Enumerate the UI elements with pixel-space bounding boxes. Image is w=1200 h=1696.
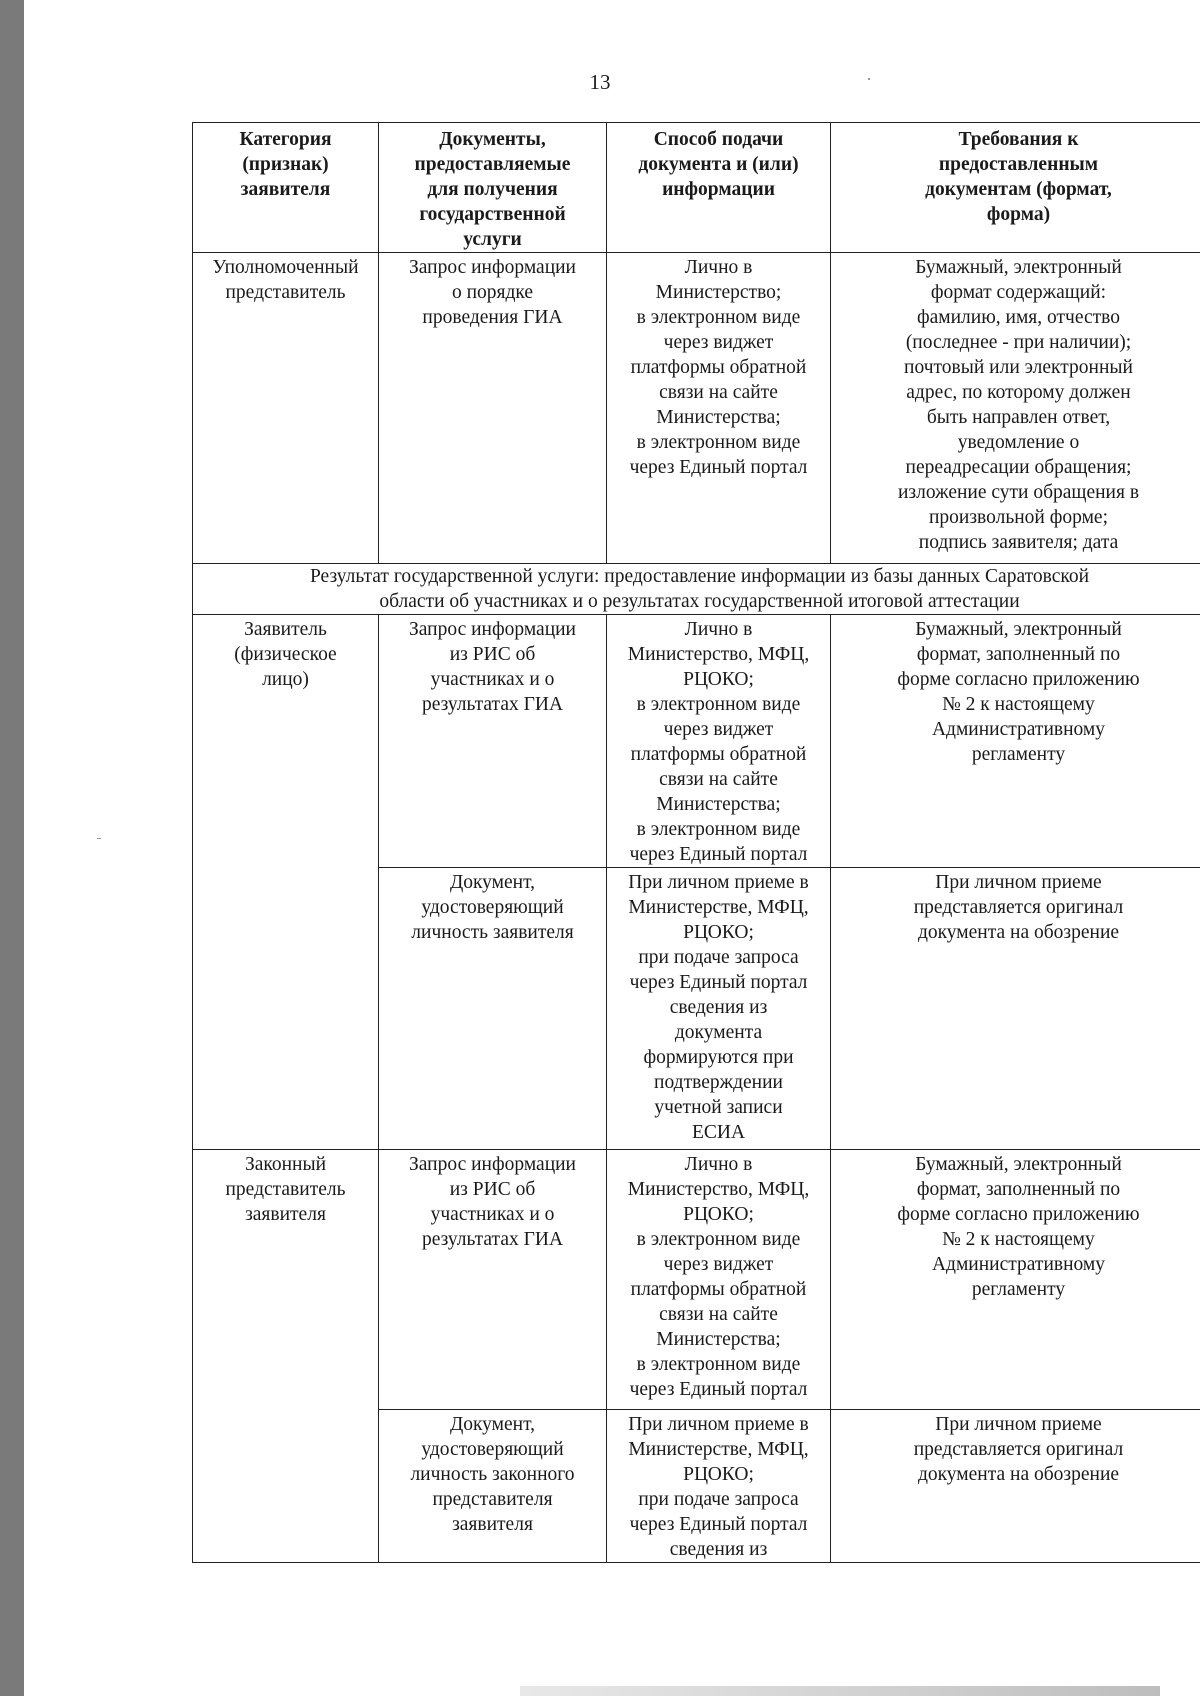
- cell-requirements: Бумажный, электронный формат, заполненный по форме согласно приложению № 2 к настоящему Административному регламенту: [831, 1150, 1200, 1410]
- table-row: [193, 1410, 1200, 1563]
- cell-requirements: При личном приеме представляется оригинал документа на обозрение: [831, 1410, 1200, 1563]
- cell-category: Заявитель (физическое лицо): [193, 615, 379, 868]
- table-row: [193, 253, 1200, 564]
- result-row: [193, 564, 1200, 615]
- requirements-table: [192, 122, 1200, 1563]
- header-category: Категория (признак) заявителя: [193, 123, 379, 253]
- scan-left-edge: [0, 0, 24, 1696]
- page-number: 13: [589, 70, 611, 94]
- scan-speck: [97, 838, 101, 839]
- cell-requirements: Бумажный, электронный формат содержащий: фамилию, имя, отчество (последнее - при наличии); почтовый или электронный адрес, по которому должен быть направлен ответ, уведомление о переадресации обращения; изложение сути обращения в произвольной форме; подпись заявителя; дата: [831, 253, 1200, 564]
- cell-method: Лично в Министерство; в электронном виде через виджет платформы обратной связи на сайте Министерства; в электронном виде через Единый портал: [607, 253, 831, 564]
- cell-document: Запрос информации из РИС об участниках и о результатах ГИА: [379, 1150, 607, 1410]
- cell-category: Законный представитель заявителя: [193, 1150, 379, 1410]
- table-row: [193, 615, 1200, 868]
- cell-method: При личном приеме в Министерстве, МФЦ, РЦОКО; при подаче запроса через Единый портал сведения из документа формируются при подтверждении учетной записи ЕСИА: [607, 868, 831, 1150]
- cell-method: Лично в Министерство, МФЦ, РЦОКО; в электронном виде через виджет платформы обратной связи на сайте Министерства; в электронном виде через Единый портал: [607, 1150, 831, 1410]
- cell-method: Лично в Министерство, МФЦ, РЦОКО; в электронном виде через виджет платформы обратной связи на сайте Министерства; в электронном виде через Единый портал: [607, 615, 831, 868]
- cell-category-empty: [193, 868, 379, 1150]
- cell-category: Уполномоченный представитель: [193, 253, 379, 564]
- result-text: Результат государственной услуги: предоставление информации из базы данных Саратовской области об участниках и о результатах государственной итоговой аттестации: [193, 564, 1200, 615]
- cell-category-empty: [193, 1410, 379, 1563]
- cell-requirements: При личном приеме представляется оригинал документа на обозрение: [831, 868, 1200, 1150]
- cell-document: Документ, удостоверяющий личность законного представителя заявителя: [379, 1410, 607, 1563]
- cell-document: Запрос информации о порядке проведения ГИА: [379, 253, 607, 564]
- header-documents: Документы, предоставляемые для получения государственной услуги: [379, 123, 607, 253]
- cell-document: Документ, удостоверяющий личность заявителя: [379, 868, 607, 1150]
- table-header-row: [193, 123, 1200, 253]
- cell-requirements: Бумажный, электронный формат, заполненный по форме согласно приложению № 2 к настоящему Административному регламенту: [831, 615, 1200, 868]
- header-submission-method: Способ подачи документа и (или) информации: [607, 123, 831, 253]
- scan-bottom-edge: [520, 1686, 1160, 1696]
- table-row: [193, 1150, 1200, 1410]
- table-row: [193, 868, 1200, 1150]
- cell-method: При личном приеме в Министерстве, МФЦ, РЦОКО; при подаче запроса через Единый портал сведения из: [607, 1410, 831, 1563]
- cell-document: Запрос информации из РИС об участниках и о результатах ГИА: [379, 615, 607, 868]
- header-requirements: Требования к предоставленным документам (формат, форма): [831, 123, 1200, 253]
